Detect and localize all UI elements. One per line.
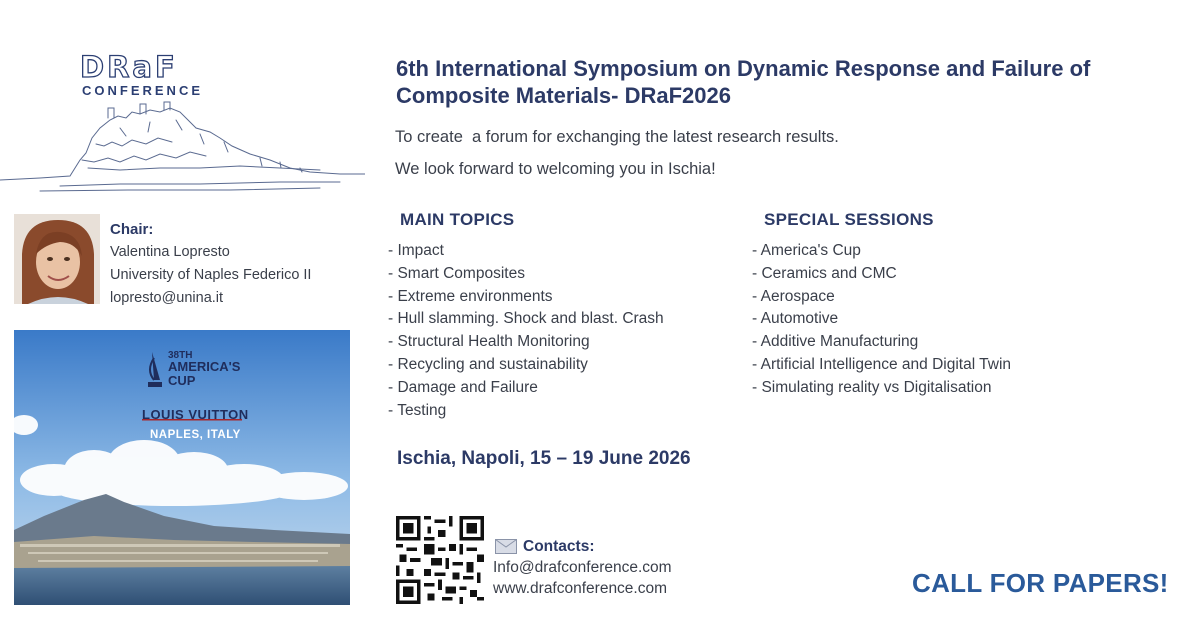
poster-edition: 38TH — [168, 350, 193, 361]
contact-website[interactable]: www.drafconference.com — [493, 580, 668, 597]
contacts-heading: Contacts: — [523, 538, 595, 555]
poster-event-name — [168, 360, 240, 388]
event-title-line2: Composite Materials- DRaF2026 — [396, 83, 731, 108]
americas-cup-poster-image — [14, 330, 350, 605]
poster-name-line2: CUP — [168, 373, 196, 388]
intro-line-2: We look forward to welcoming you in Ischia! — [395, 160, 716, 178]
contact-email[interactable]: Info@drafconference.com — [493, 559, 672, 576]
chair-affiliation: University of Naples Federico II — [110, 267, 312, 283]
list-item: - Ceramics and CMC — [752, 264, 897, 282]
qr-code[interactable] — [396, 516, 484, 604]
main-topics-list — [388, 240, 664, 422]
poster-brand: LOUIS VUITTON — [142, 407, 249, 422]
list-item: - Simulating reality vs Digitalisation — [752, 378, 992, 396]
event-title-line1: 6th International Symposium on Dynamic Response and Failure of — [396, 56, 1091, 81]
chair-email[interactable]: lopresto@unina.it — [110, 290, 224, 306]
chair-heading: Chair: — [110, 221, 154, 238]
chair-portrait-photo — [14, 214, 100, 304]
contacts-block — [493, 536, 672, 599]
special-sessions-heading: SPECIAL SESSIONS — [764, 210, 934, 229]
list-item: - Automotive — [752, 310, 839, 328]
list-item: - Additive Manufacturing — [752, 333, 919, 351]
main-topics-heading: MAIN TOPICS — [400, 210, 515, 229]
chair-name: Valentina Lopresto — [110, 244, 230, 260]
chair-info — [110, 218, 311, 310]
list-item: - America's Cup — [752, 242, 861, 259]
call-for-papers-banner: CALL FOR PAPERS! — [912, 568, 1169, 598]
list-item: - Damage and Failure — [388, 378, 538, 396]
conference-logo — [80, 52, 260, 98]
list-item: - Recycling and sustainability — [388, 355, 588, 373]
list-item: - Hull slamming. Shock and blast. Crash — [388, 310, 664, 328]
list-item: - Structural Health Monitoring — [388, 333, 590, 351]
event-title — [396, 55, 1196, 109]
list-item: - Extreme environments — [388, 287, 553, 305]
logo-mark: DRaF — [80, 50, 178, 84]
special-sessions-list — [752, 240, 1011, 400]
poster-name-line1: AMERICA'S — [168, 359, 241, 374]
poster-city: NAPLES, ITALY — [150, 429, 241, 441]
envelope-icon — [495, 539, 517, 554]
list-item: - Testing — [388, 401, 447, 419]
list-item: - Smart Composites — [388, 264, 525, 282]
contacts-heading-row — [493, 536, 672, 557]
list-item: - Artificial Intelligence and Digital Twin — [752, 355, 1012, 373]
list-item: - Aerospace — [752, 287, 835, 305]
event-dates-location: Ischia, Napoli, 15 – 19 June 2026 — [397, 448, 691, 469]
logo-subtitle: CONFERENCE — [82, 83, 204, 98]
intro-line-1: To create a forum for exchanging the latest research results. — [395, 128, 839, 146]
list-item: - Impact — [388, 242, 444, 259]
castle-sketch-illustration — [0, 98, 365, 198]
